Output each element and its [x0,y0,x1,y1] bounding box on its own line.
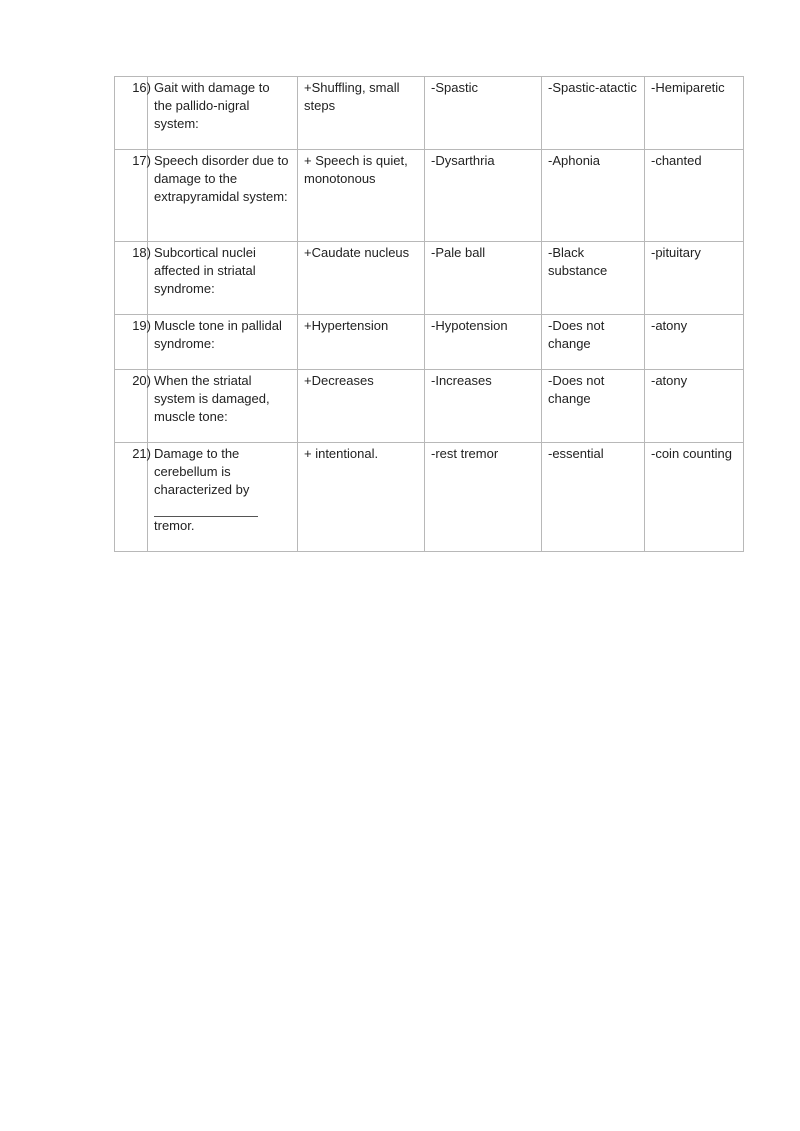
answer-option: -atony [645,370,744,443]
quiz-table [114,76,744,552]
question-text: Subcortical nuclei affected in striatal syndrome: [148,242,298,315]
answer-option-correct: + intentional. [298,443,425,552]
question-text: Muscle tone in pallidal syndrome: [148,315,298,370]
answer-option-correct: +Caudate nucleus [298,242,425,315]
answer-option: -Spastic-atactic [542,77,645,150]
question-text: Speech disorder due to damage to the extrapyramidal system: [148,150,298,242]
answer-option: -Black substance [542,242,645,315]
answer-option-correct: + Speech is quiet, monotonous [298,150,425,242]
answer-option: -coin counting [645,443,744,552]
table-row [115,315,744,370]
question-number: 17) [115,150,148,242]
answer-option: -essential [542,443,645,552]
answer-option: -Does not change [542,315,645,370]
table-row [115,150,744,242]
question-number: 19) [115,315,148,370]
question-text: When the striatal system is damaged, muscle tone: [148,370,298,443]
answer-option: -Does not change [542,370,645,443]
question-number: 18) [115,242,148,315]
answer-option: -Increases [425,370,542,443]
answer-option: -Hemiparetic [645,77,744,150]
table-row [115,443,744,552]
question-number: 16) [115,77,148,150]
answer-option: -Aphonia [542,150,645,242]
answer-option-correct: +Shuffling, small steps [298,77,425,150]
question-text-after-blank: tremor. [154,518,195,533]
question-text-before-blank: Damage to the cerebellum is characterized by [154,446,250,497]
question-text: Gait with damage to the pallido-nigral system: [148,77,298,150]
answer-option: -Spastic [425,77,542,150]
answer-option: -rest tremor [425,443,542,552]
answer-option: -Pale ball [425,242,542,315]
table-row [115,77,744,150]
answer-option: -Dysarthria [425,150,542,242]
answer-option-correct: +Hypertension [298,315,425,370]
question-number: 21) [115,443,148,552]
answer-option: -atony [645,315,744,370]
answer-option-correct: +Decreases [298,370,425,443]
answer-option: -chanted [645,150,744,242]
table-row [115,242,744,315]
question-number: 20) [115,370,148,443]
answer-option: -Hypotension [425,315,542,370]
answer-option: -pituitary [645,242,744,315]
fill-in-blank [154,502,258,517]
question-text [148,443,298,552]
table-row [115,370,744,443]
